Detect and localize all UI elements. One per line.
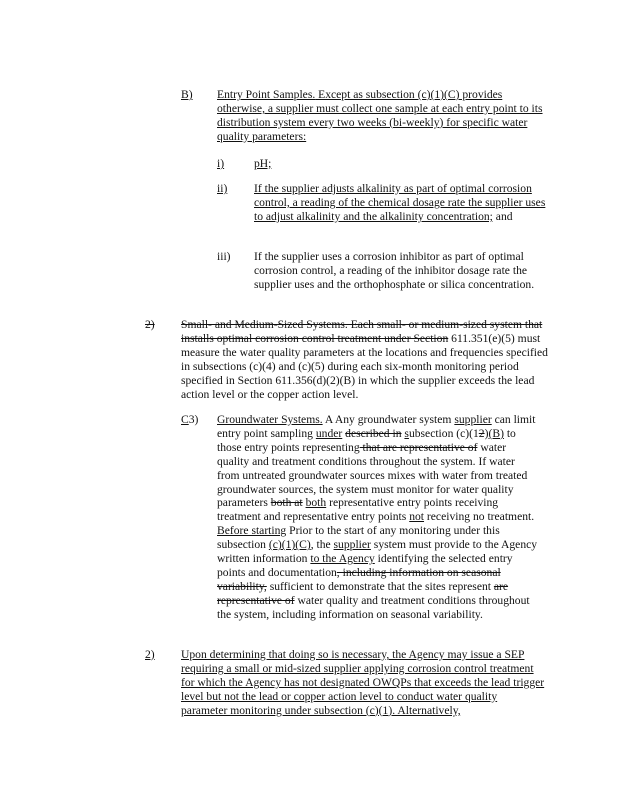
item-text-alkalinity: [254, 182, 552, 224]
paragraph-entry-point-samples: [217, 88, 549, 144]
gw-run: that are representative of: [359, 440, 478, 454]
gw-run: system must provide to the Agency written information: [217, 538, 538, 566]
gw-run: supplier: [333, 538, 371, 552]
gw-run: can limit entry point sampling: [217, 413, 536, 440]
gw-run: described in: [345, 426, 402, 440]
gw-run: A Any groundwater system: [322, 413, 455, 426]
text-alkalinity-tail: and: [492, 209, 513, 223]
gw-run: to those entry points representing: [217, 426, 516, 454]
gw-run: sufficient to demonstrate that the sites represent: [266, 579, 494, 593]
label-3: 3): [188, 413, 199, 426]
gw-run: (c)(1)(C): [268, 538, 311, 552]
heading-groundwater-systems: Groundwater Systems.: [217, 413, 323, 426]
gw-run: 2: [478, 426, 485, 440]
text-small-medium-struck: Small- and Medium-Sized Systems. Each small- or medium-sized system that installs optimal corrosion control treatment under Section: [181, 318, 543, 345]
text-alkalinity-body: If the supplier adjusts alkalinity as part of optimal corrosion control, a reading of the chemical dosage rate the supplier uses to adjust alkalinity and the alkalinity concentration;: [254, 182, 546, 223]
gw-run: water quality and treatment conditions throughout the system, including information on seasonal variability.: [217, 593, 530, 621]
item-label-ii: ii): [217, 182, 228, 195]
gw-run: both: [305, 496, 327, 510]
gw-run: are representative of: [217, 579, 509, 607]
gw-run: supplier: [454, 413, 492, 426]
heading-entry-point-samples: Entry Point Samples.: [217, 88, 316, 101]
gw-run: representative entry points receiving treatment and representative entry points: [217, 496, 499, 524]
gw-run: (B): [488, 426, 504, 440]
paragraph-groundwater-systems: [217, 413, 539, 622]
item-label-i: i): [217, 157, 225, 170]
gw-run: receiving no treatment.: [424, 510, 535, 524]
item-label-2-sep: 2): [145, 648, 155, 661]
paragraph-small-medium-systems: [181, 318, 553, 401]
gw-run: identifying the selected entry points and documentation: [217, 552, 513, 579]
gw-run: both at: [270, 496, 303, 510]
paragraph-sep-monitoring: Upon determining that doing so is necessary, the Agency may issue a SEP requiring a small or mid-sized supplier applying corrosion control treatment for which the Agency has not designated OWQPs that exceeds the lead trigger level but not the lead or copper action level to conduct water quality parameter monitoring under subsection (c)(1). Alternatively,: [181, 648, 545, 717]
gw-run: ubsection (c)(1: [408, 426, 479, 440]
gw-run: Before starting: [217, 524, 287, 538]
text-entry-point-body: Except as subsection (c)(1)(C) provides otherwise, a supplier must collect one sample at each entry point to its distribution system every two weeks (bi-weekly) for specific water quality parameters:: [217, 88, 543, 143]
label-c-inserted: C: [181, 413, 189, 426]
gw-run: s: [404, 426, 409, 440]
item-label-c3: [181, 413, 198, 427]
gw-run: water quality and treatment conditions throughout the system. If water from untreated groundwater sources mixes with water from treated groundwater sources, the system must monitor for water quality parameters: [217, 440, 528, 510]
item-label-b: B): [181, 88, 193, 101]
gw-run: , the: [310, 538, 334, 552]
gw-run: to the Agency: [310, 552, 375, 566]
gw-run: ): [484, 426, 489, 440]
item-text-ph: pH;: [254, 157, 272, 170]
gw-run: , including information on seasonal variability,: [217, 565, 501, 593]
gw-run: not: [409, 510, 425, 524]
item-text-corrosion-inhibitor: If the supplier uses a corrosion inhibitor as part of optimal corrosion control, a reading of the inhibitor dosage rate the supplier uses and the orthophosphate or silica concentration.: [254, 250, 535, 291]
text-small-medium-body: 611.351(e)(5) must measure the water quality parameters at the locations and frequencies specified in subsections (c)(4) and (c)(5) during each six-month monitoring period specified in Section 611.356(d)(2)(B) in which the supplier exceeds the lead action level or the copper action level.: [181, 331, 548, 401]
item-label-2-small-medium: 2): [145, 318, 155, 331]
gw-run: Prior to the start of any monitoring under this subsection: [217, 524, 500, 552]
gw-run: under: [315, 426, 343, 440]
item-label-iii: iii): [217, 250, 231, 263]
